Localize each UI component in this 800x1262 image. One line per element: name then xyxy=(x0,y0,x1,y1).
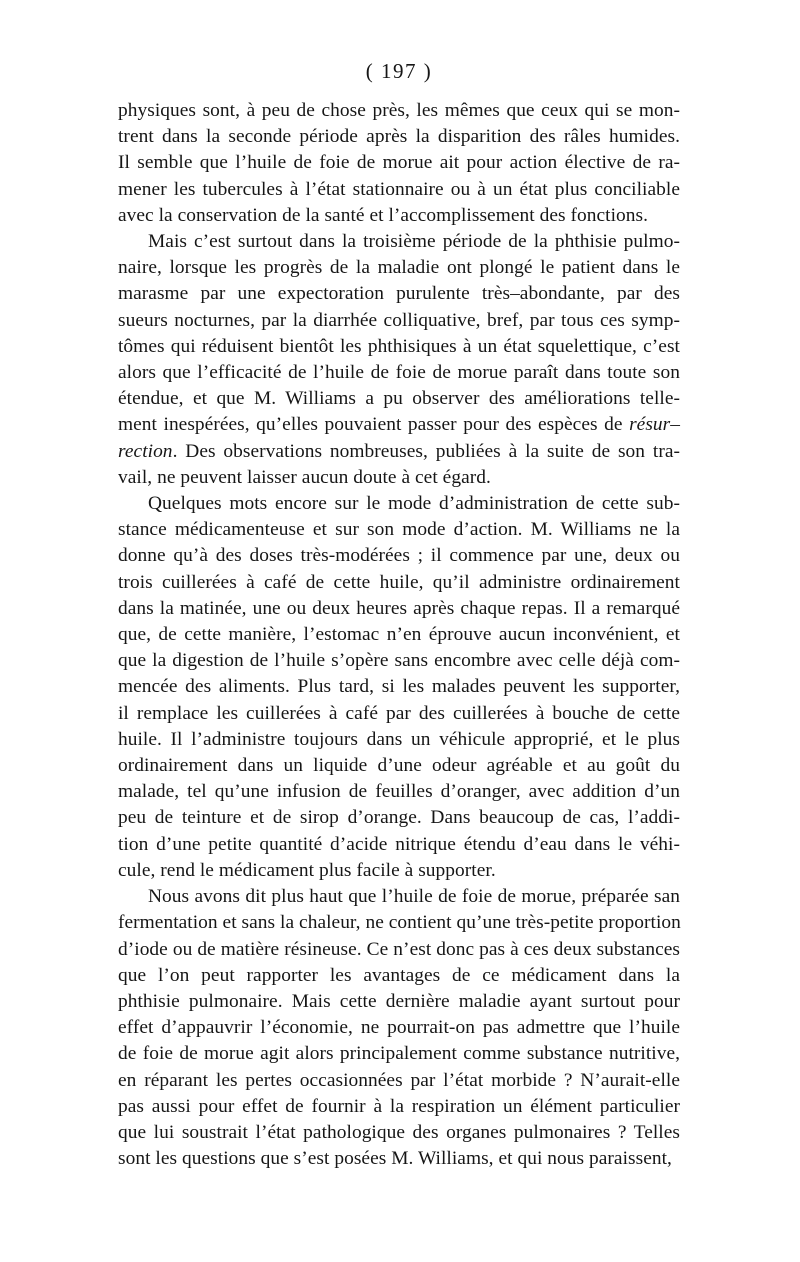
text-line: malade, tel qu’une infusion de feuilles d’oranger, avec addition d’un xyxy=(118,781,680,803)
text-line: naire, lorsque les progrès de la maladie ont plongé le patient dans le xyxy=(118,257,680,279)
text-line: dans la matinée, une ou deux heures après chaque repas. Il a remarqué xyxy=(118,597,680,619)
text-line: Quelques mots encore sur le mode d’administration de cette sub- xyxy=(148,493,680,515)
text-line: que la digestion de l’huile s’opère sans encombre avec celle déjà com- xyxy=(118,650,680,672)
text-line: effet d’appauvrir l’économie, ne pourrait-on pas admettre que l’huile xyxy=(118,1017,680,1039)
text-line: cule, rend le médicament plus facile à supporter. xyxy=(118,859,496,881)
text-line: rection. Des observations nombreuses, publiées à la suite de son tra- xyxy=(118,440,680,462)
text-line: que l’on peut rapporter les avantages de ce médicament dans la xyxy=(118,964,680,986)
text-line: sont les questions que s’est posées M. Williams, et qui nous paraissent, xyxy=(118,1148,672,1170)
text-line: ordinairement dans un liquide d’une odeur agréable et au goût du xyxy=(118,755,680,777)
text-line: en réparant les pertes occasionnées par l’état morbide ? N’aurait-elle xyxy=(118,1069,680,1091)
text-line: peu de teinture et de sirop d’orange. Dans beaucoup de cas, l’addi- xyxy=(118,807,680,829)
text-line: physiques sont, à peu de chose près, les mêmes que ceux qui se mon- xyxy=(118,100,680,121)
text-line: fermentation et sans la chaleur, ne contient qu’une très-petite proportion xyxy=(118,912,681,934)
text-line: Nous avons dit plus haut que l’huile de foie de morue, préparée san xyxy=(148,886,680,908)
text-line: mener les tubercules à l’état stationnaire ou à un état plus conciliable xyxy=(118,178,680,200)
text-line: de foie de morue agit alors principalement comme substance nutritive, xyxy=(118,1043,680,1065)
text-line: mencée des aliments. Plus tard, si les malades peuvent les supporter, xyxy=(118,676,680,698)
text-line: sueurs nocturnes, par la diarrhée colliquative, bref, par tous ces symp- xyxy=(118,309,680,331)
paragraph xyxy=(118,491,680,884)
italic-word: résur– xyxy=(629,414,680,436)
text-line: Mais c’est surtout dans la troisième période de la phthisie pulmo- xyxy=(148,231,680,253)
text-line: pas aussi pour effet de fournir à la respiration un élément particulier xyxy=(118,1095,680,1117)
text-line: marasme par une expectoration purulente très–abondante, par des xyxy=(118,283,680,305)
body-text xyxy=(118,98,680,1172)
italic-word: rection xyxy=(118,440,173,462)
text-line: phthisie pulmonaire. Mais cette dernière maladie ayant surtout pour xyxy=(118,990,680,1012)
text-line: avec la conservation de la santé et l’accomplissement des fonctions. xyxy=(118,204,648,226)
text-line: donne qu’à des doses très-modérées ; il commence par une, deux ou xyxy=(118,545,680,567)
text-line: étendue, et que M. Williams a pu observer des améliorations telle- xyxy=(118,388,680,410)
page-number: ( 197 ) xyxy=(365,59,433,83)
text-line: huile. Il l’administre toujours dans un véhicule approprié, et le plus xyxy=(118,728,680,750)
text-line: tion d’une petite quantité d’acide nitrique étendu d’eau dans le véhi- xyxy=(118,833,680,855)
book-page xyxy=(118,58,680,1172)
text-line: que lui soustrait l’état pathologique des organes pulmonaires ? Telles xyxy=(118,1121,680,1143)
text-line: d’iode ou de matière résineuse. Ce n’est donc pas à ces deux substances xyxy=(118,938,680,960)
text-line: stance médicamenteuse et sur son mode d’action. M. Williams ne la xyxy=(118,519,680,541)
paragraph xyxy=(118,229,680,491)
text-line: trent dans la seconde période après la disparition des râles humides. xyxy=(118,126,680,148)
paragraph xyxy=(118,98,680,229)
text-line: que, de cette manière, l’estomac n’en éprouve aucun inconvénient, et xyxy=(118,624,680,646)
text-line: vail, ne peuvent laisser aucun doute à cet égard. xyxy=(118,466,491,488)
text-line: il remplace les cuillerées à café par des cuillerées à bouche de cette xyxy=(118,702,680,724)
paragraph xyxy=(118,884,680,1172)
text-line: trois cuillerées à café de cette huile, qu’il administre ordinairement xyxy=(118,571,680,593)
text-line: alors que l’efficacité de l’huile de foie de morue paraît dans toute son xyxy=(118,362,680,384)
text-line: tômes qui réduisent bientôt les phthisiques à un état squelettique, c’est xyxy=(118,335,680,357)
text-line: ment inespérées, qu’elles pouvaient passer pour des espèces de résur– xyxy=(118,414,680,436)
text-line: Il semble que l’huile de foie de morue ait pour action élective de ra- xyxy=(118,152,680,174)
